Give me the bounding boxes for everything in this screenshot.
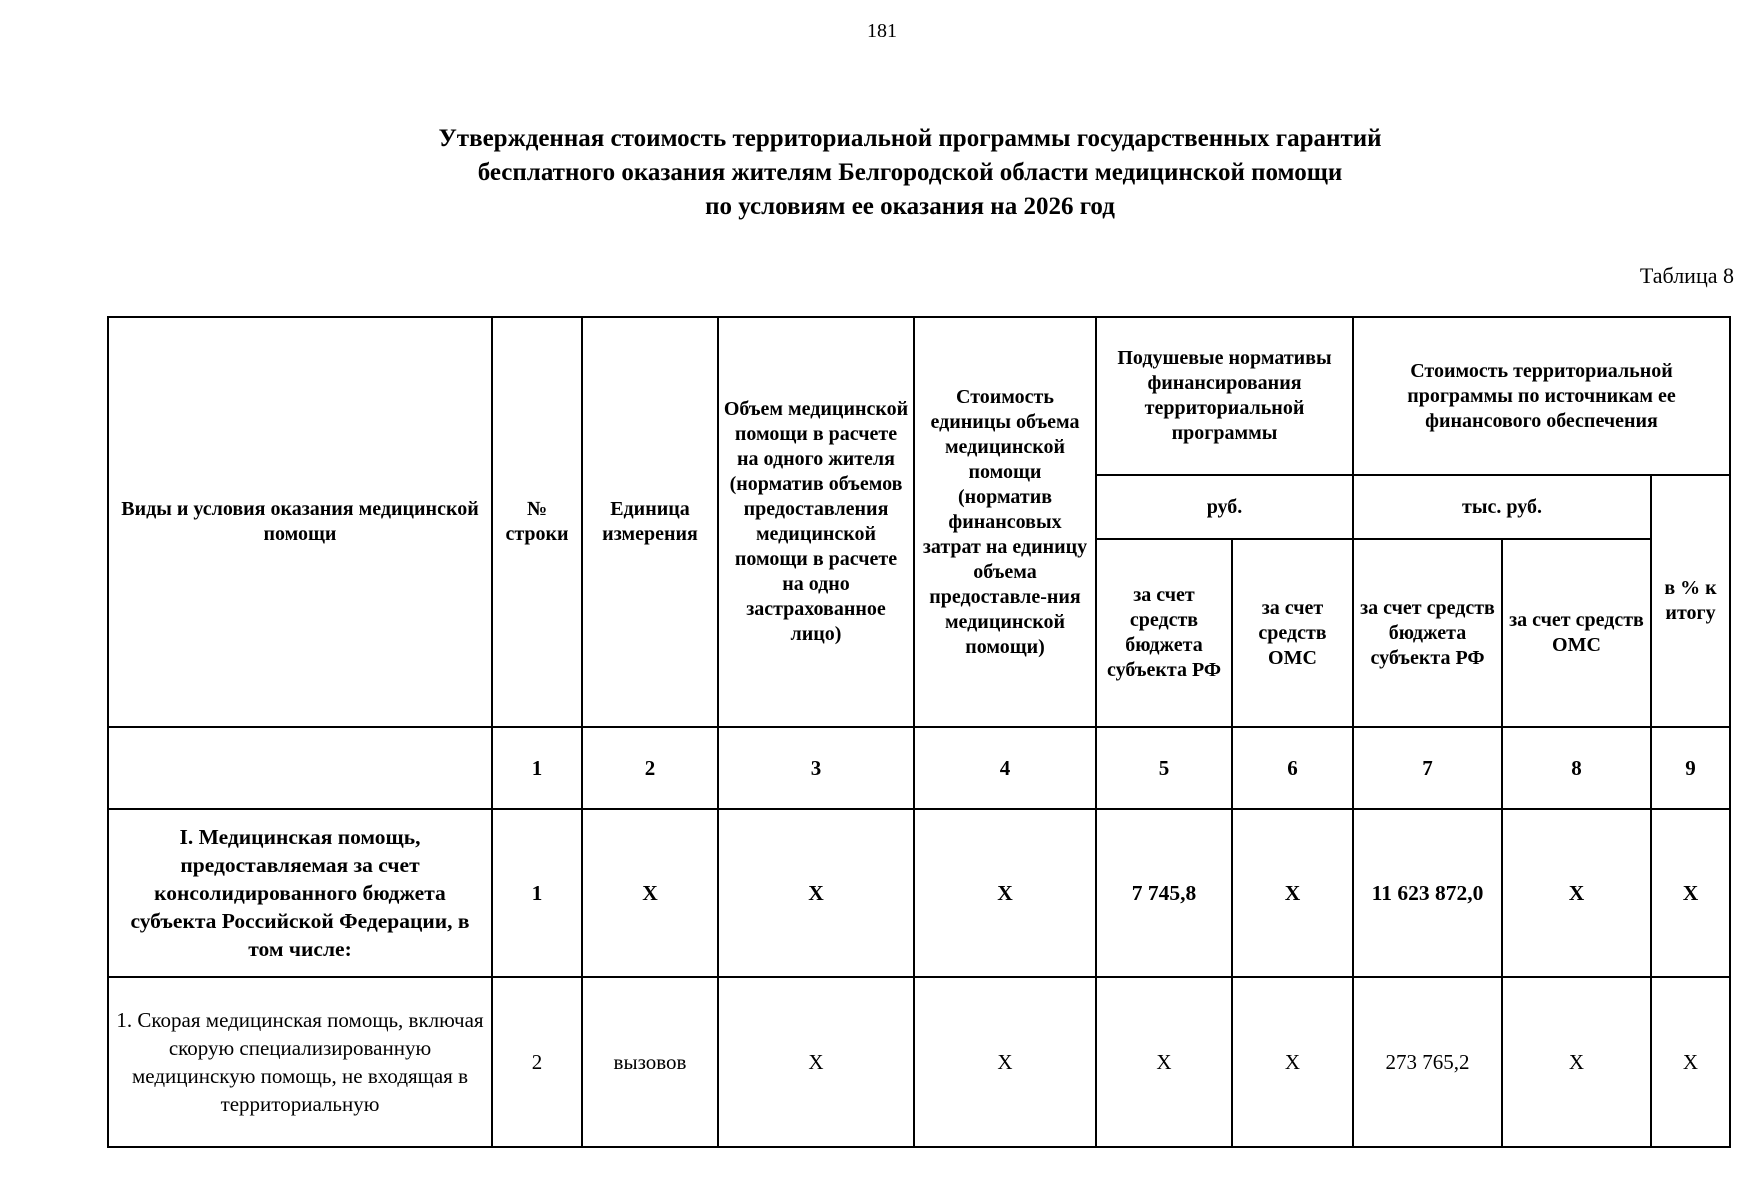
row-program-budget: 11 623 872,0: [1353, 809, 1502, 977]
document-title: [230, 122, 1590, 224]
header-types: Виды и условия оказания медицинской помощи: [108, 317, 492, 727]
row-name: I. Медицинская помощь, предоставляемая за счет консолидированного бюджета субъекта Российской Федерации, в том числе:: [108, 809, 492, 977]
row-name: 1. Скорая медицинская помощь, включая скорую специализированную медицинскую помощь, не входящая в территориальную: [108, 977, 492, 1147]
table-label: Таблица 8: [1639, 263, 1734, 288]
row-program-oms: X: [1502, 977, 1651, 1147]
row-per-capita-oms: X: [1232, 977, 1353, 1147]
column-number: [108, 727, 492, 809]
row-program-budget: 273 765,2: [1353, 977, 1502, 1147]
table-row: [108, 809, 1730, 977]
header-unit-thousand-rub: тыс. руб.: [1353, 475, 1651, 539]
column-number: 8: [1502, 727, 1651, 809]
row-percent: X: [1651, 977, 1730, 1147]
header-program-oms: за счет средств ОМС: [1502, 539, 1651, 727]
column-number: 5: [1096, 727, 1232, 809]
row-number: 1: [492, 809, 582, 977]
column-number: 6: [1232, 727, 1353, 809]
table-row: [108, 977, 1730, 1147]
column-number: 9: [1651, 727, 1730, 809]
page-number: 181: [867, 20, 897, 42]
header-volume: Объем медицинской помощи в расчете на одного жителя (норматив объемов предоставления медицинской помощи в расчете на одно застрахованное лицо): [718, 317, 914, 727]
header-percent: в % к итогу: [1651, 475, 1730, 727]
title-line-3: по условиям ее оказания на 2026 год: [705, 193, 1115, 220]
column-number: 2: [582, 727, 718, 809]
row-per-capita-budget: 7 745,8: [1096, 809, 1232, 977]
row-program-oms: X: [1502, 809, 1651, 977]
row-percent: X: [1651, 809, 1730, 977]
title-line-2: бесплатного оказания жителям Белгородской области медицинской помощи: [477, 159, 1343, 186]
column-number: 7: [1353, 727, 1502, 809]
row-unit-cost: X: [914, 809, 1096, 977]
row-unit-cost: X: [914, 977, 1096, 1147]
row-volume: X: [718, 977, 914, 1147]
header-per-capita-oms: за счет средств ОМС: [1232, 539, 1353, 727]
column-numbers-row: [108, 727, 1730, 809]
header-unit-rub: руб.: [1096, 475, 1353, 539]
row-number: 2: [492, 977, 582, 1147]
header-unit-cost: Стоимость единицы объема медицинской помощи (норматив финансовых затрат на единицу объема предоставле-ния медицинской помощи): [914, 317, 1096, 727]
header-program-budget: за счет средств бюджета субъекта РФ: [1353, 539, 1502, 727]
row-unit: X: [582, 809, 718, 977]
header-per-capita-budget: за счет средств бюджета субъекта РФ: [1096, 539, 1232, 727]
row-volume: X: [718, 809, 914, 977]
row-unit: вызовов: [582, 977, 718, 1147]
column-number: 4: [914, 727, 1096, 809]
column-number: 3: [718, 727, 914, 809]
row-per-capita-budget: X: [1096, 977, 1232, 1147]
header-unit: Единица измерения: [582, 317, 718, 727]
cost-table: [107, 316, 1731, 1148]
header-row-number: № строки: [492, 317, 582, 727]
title-line-1: Утвержденная стоимость территориальной программы государственных гарантий: [438, 125, 1382, 152]
header-per-capita-group: Подушевые нормативы финансирования территориальной программы: [1096, 317, 1353, 475]
header-program-cost-group: Стоимость территориальной программы по источникам ее финансового обеспечения: [1353, 317, 1730, 475]
row-per-capita-oms: X: [1232, 809, 1353, 977]
column-number: 1: [492, 727, 582, 809]
